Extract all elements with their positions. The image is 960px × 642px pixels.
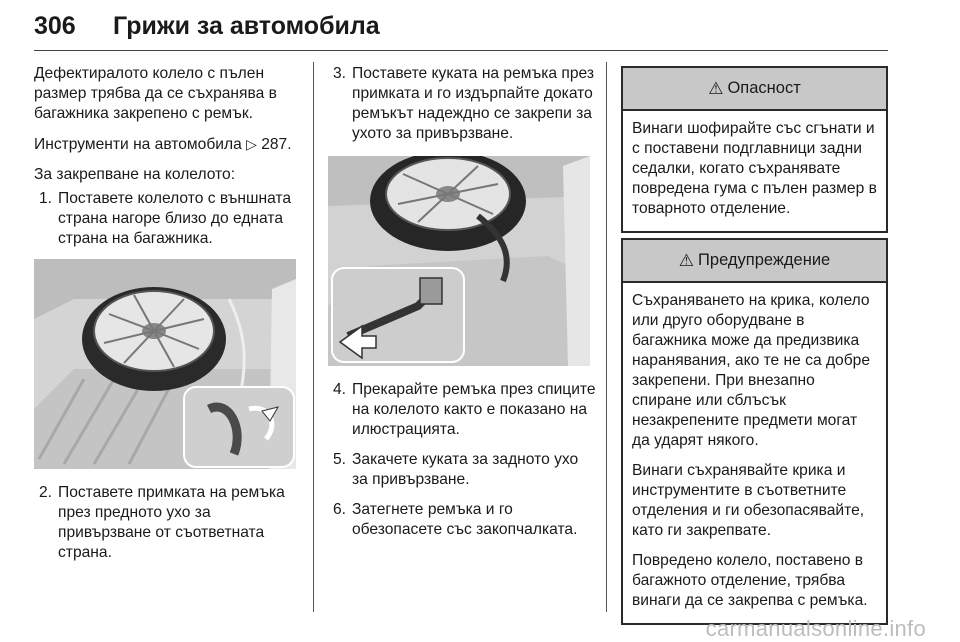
step-text: Поставете примката на ремъка през предното ухо за привързване от съответната страна. xyxy=(58,484,285,561)
intro-paragraph: Дефектиралото колело с пълен размер трябва да се съхранява в багажника закрепено с ремък. xyxy=(34,65,277,122)
warning-paragraph: Повредено колело, поставено в багажното отделение, трябва винаги да се закрепва с ремъка. xyxy=(632,552,868,609)
chapter-title: Грижи за автомобила xyxy=(113,12,380,40)
column-divider-1 xyxy=(313,62,314,612)
danger-box-header xyxy=(623,68,886,111)
step-number: 3. xyxy=(333,65,347,82)
danger-text: Винаги шофирайте със сгънати и с поставени подглавници задни седалки, когато съхранявате повредена гума с пълен размер в товарното отделение. xyxy=(632,120,877,217)
arrow-ref-icon[interactable]: ▷ xyxy=(246,136,257,152)
warning-title: Предупреждение xyxy=(698,251,831,269)
illustration-wheel-in-trunk xyxy=(34,259,296,469)
page-number: 306 xyxy=(34,12,76,40)
step-6 xyxy=(328,500,598,540)
warning-paragraph: Винаги съхранявайте крика и инструментите в съответните отделения и ги обезопасявайте, като ги закрепвате. xyxy=(632,462,865,539)
danger-box-body xyxy=(623,111,886,231)
tools-reference-page[interactable]: 287. xyxy=(261,136,292,153)
column-1 xyxy=(34,64,304,573)
step-text: Затегнете ремъка и го обезопасете със закопчалката. xyxy=(352,501,578,538)
step-text: Поставете куката на ремъка през примката и го издърпайте докато ремъкът надеждно се закрепи за ухото за привързване. xyxy=(352,65,595,142)
step-text: Закачете куката за задното ухо за привързване. xyxy=(352,451,579,488)
step-number: 1. xyxy=(39,190,53,207)
danger-title: Опасност xyxy=(727,79,801,97)
tools-reference-text: Инструменти на автомобила xyxy=(34,136,247,153)
column-2 xyxy=(328,64,598,550)
illustration-strap-hook xyxy=(328,156,590,366)
step-text: Поставете колелото с външната страна нагоре близо до едната страна на багажника. xyxy=(58,190,292,247)
step-1 xyxy=(34,189,304,249)
warning-box xyxy=(621,238,888,625)
steps-intro: За закрепване на колелото: xyxy=(34,166,236,183)
warning-paragraph: Съхраняването на крика, колело или друго оборудване в багажника може да предизвика наранявания, ако те не са добре закрепени. При внезапно спиране или сблъсък незакрепените предмети могат да ударят някого. xyxy=(632,292,871,449)
step-number: 4. xyxy=(333,381,347,398)
column-divider-2 xyxy=(606,62,607,612)
step-3 xyxy=(328,64,598,144)
step-number: 6. xyxy=(333,501,347,518)
step-4 xyxy=(328,380,598,440)
watermark: carmanualsonline.info xyxy=(705,616,926,641)
warning-triangle-icon: ⚠ xyxy=(708,78,724,98)
danger-box xyxy=(621,66,888,233)
warning-box-body xyxy=(623,283,886,623)
step-text: Прекарайте ремъка през спиците на колелото както е показано на илюстрацията. xyxy=(352,381,596,438)
tools-reference xyxy=(34,134,304,155)
warning-triangle-icon: ⚠ xyxy=(678,250,695,270)
step-number: 5. xyxy=(333,451,347,468)
step-2 xyxy=(34,483,304,563)
step-number: 2. xyxy=(39,484,53,501)
header-rule xyxy=(34,50,888,51)
step-5 xyxy=(328,450,598,490)
warning-box-header xyxy=(623,240,886,283)
